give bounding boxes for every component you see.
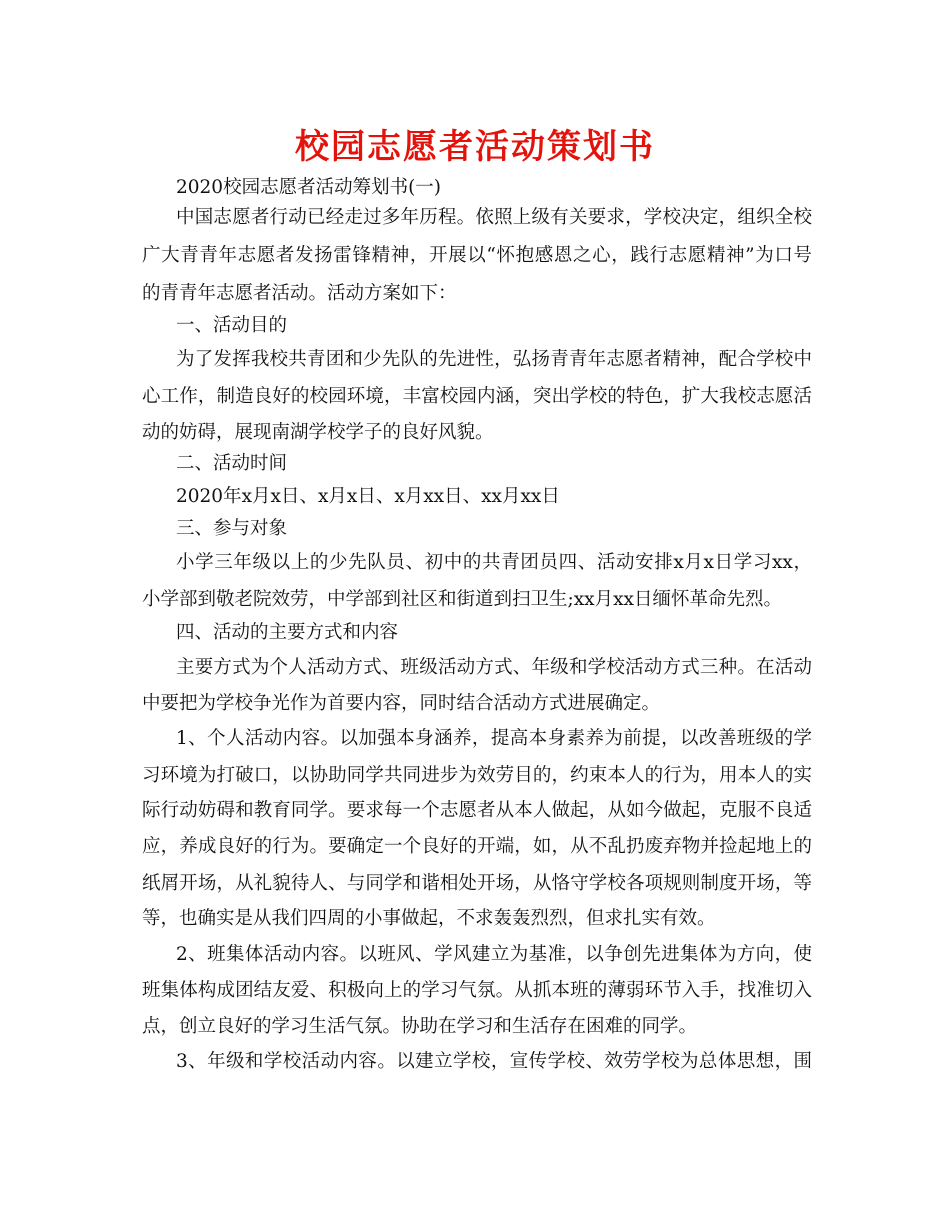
paragraph-line: 等，也确实是从我们四周的小事做起，不求轰轰烈烈，但求扎实有效。 <box>142 908 716 929</box>
section-heading: 四、活动的主要方式和内容 <box>176 622 399 643</box>
paragraph-line: 小学三年级以上的少先队员、初中的共青团员四、活动安排x月x日学习xx， <box>176 552 812 573</box>
paragraph-line: 应，养成良好的行为。要确定一个良好的开端，如，从不乱扔废弃物并捡起地上的 <box>142 836 812 857</box>
section-heading: 二、活动时间 <box>176 453 288 474</box>
paragraph-line: 小学部到敬老院效劳，中学部到社区和街道到扫卫生;xx月xx日缅怀革命先烈。 <box>142 589 782 610</box>
paragraph-line: 点，创立良好的学习生活气氛。协助在学习和生活存在困难的同学。 <box>142 1016 698 1037</box>
paragraph-line: 纸屑开场，从礼貌待人、与同学和谐相处开场，从恪守学校各项规则制度开场，等 <box>142 873 812 894</box>
paragraph-line: 1、个人活动内容。以加强本身涵养，提高本身素养为前提，以改善班级的学 <box>176 728 812 749</box>
paragraph-line: 习环境为打破口，以协助同学共同进步为效劳目的，约束本人的行为，用本人的实 <box>142 765 812 786</box>
paragraph-line: 班集体构成团结友爱、积极向上的学习气氛。从抓本班的薄弱环节入手，找准切入 <box>142 980 812 1001</box>
paragraph-line: 3、年级和学校活动内容。以建立学校，宣传学校、效劳学校为总体思想，围 <box>176 1051 812 1072</box>
paragraph-line: 为了发挥我校共青团和少先队的先进性，弘扬青青年志愿者精神，配合学校中 <box>176 349 812 370</box>
paragraph-line: 广大青青年志愿者发扬雷锋精神，开展以“怀抱感恩之心，践行志愿精神”为口号 <box>142 245 812 266</box>
document-title: 校园志愿者活动策划书 <box>295 127 655 167</box>
section-heading: 一、活动目的 <box>176 315 288 336</box>
paragraph-line: 主要方式为个人活动方式、班级活动方式、年级和学校活动方式三种。在活动 <box>176 657 812 678</box>
paragraph-line: 2020年x月x日、x月x日、x月xx日、xx月xx日 <box>176 486 560 507</box>
subtitle-line: 2020校园志愿者活动筹划书(一) <box>176 177 442 198</box>
paragraph-line: 中要把为学校争光作为首要内容，同时结合活动方式进展确定。 <box>142 693 661 714</box>
paragraph-line: 际行动妨碍和教育同学。要求每一个志愿者从本人做起，从如今做起，克服不良适 <box>142 800 812 821</box>
paragraph-line: 心工作，制造良好的校园环境，丰富校园内涵，突出学校的特色，扩大我校志愿活 <box>142 386 812 407</box>
section-heading: 三、参与对象 <box>176 518 288 539</box>
paragraph-line: 中国志愿者行动已经走过多年历程。依照上级有关要求，学校决定，组织全校 <box>176 207 812 228</box>
paragraph-line: 2、班集体活动内容。以班风、学风建立为基准，以争创先进集体为方向，使 <box>176 944 812 965</box>
paragraph-line: 动的妨碍，展现南湖学校学子的良好风貌。 <box>142 422 494 443</box>
paragraph-line: 的青青年志愿者活动。活动方案如下： <box>142 283 457 304</box>
